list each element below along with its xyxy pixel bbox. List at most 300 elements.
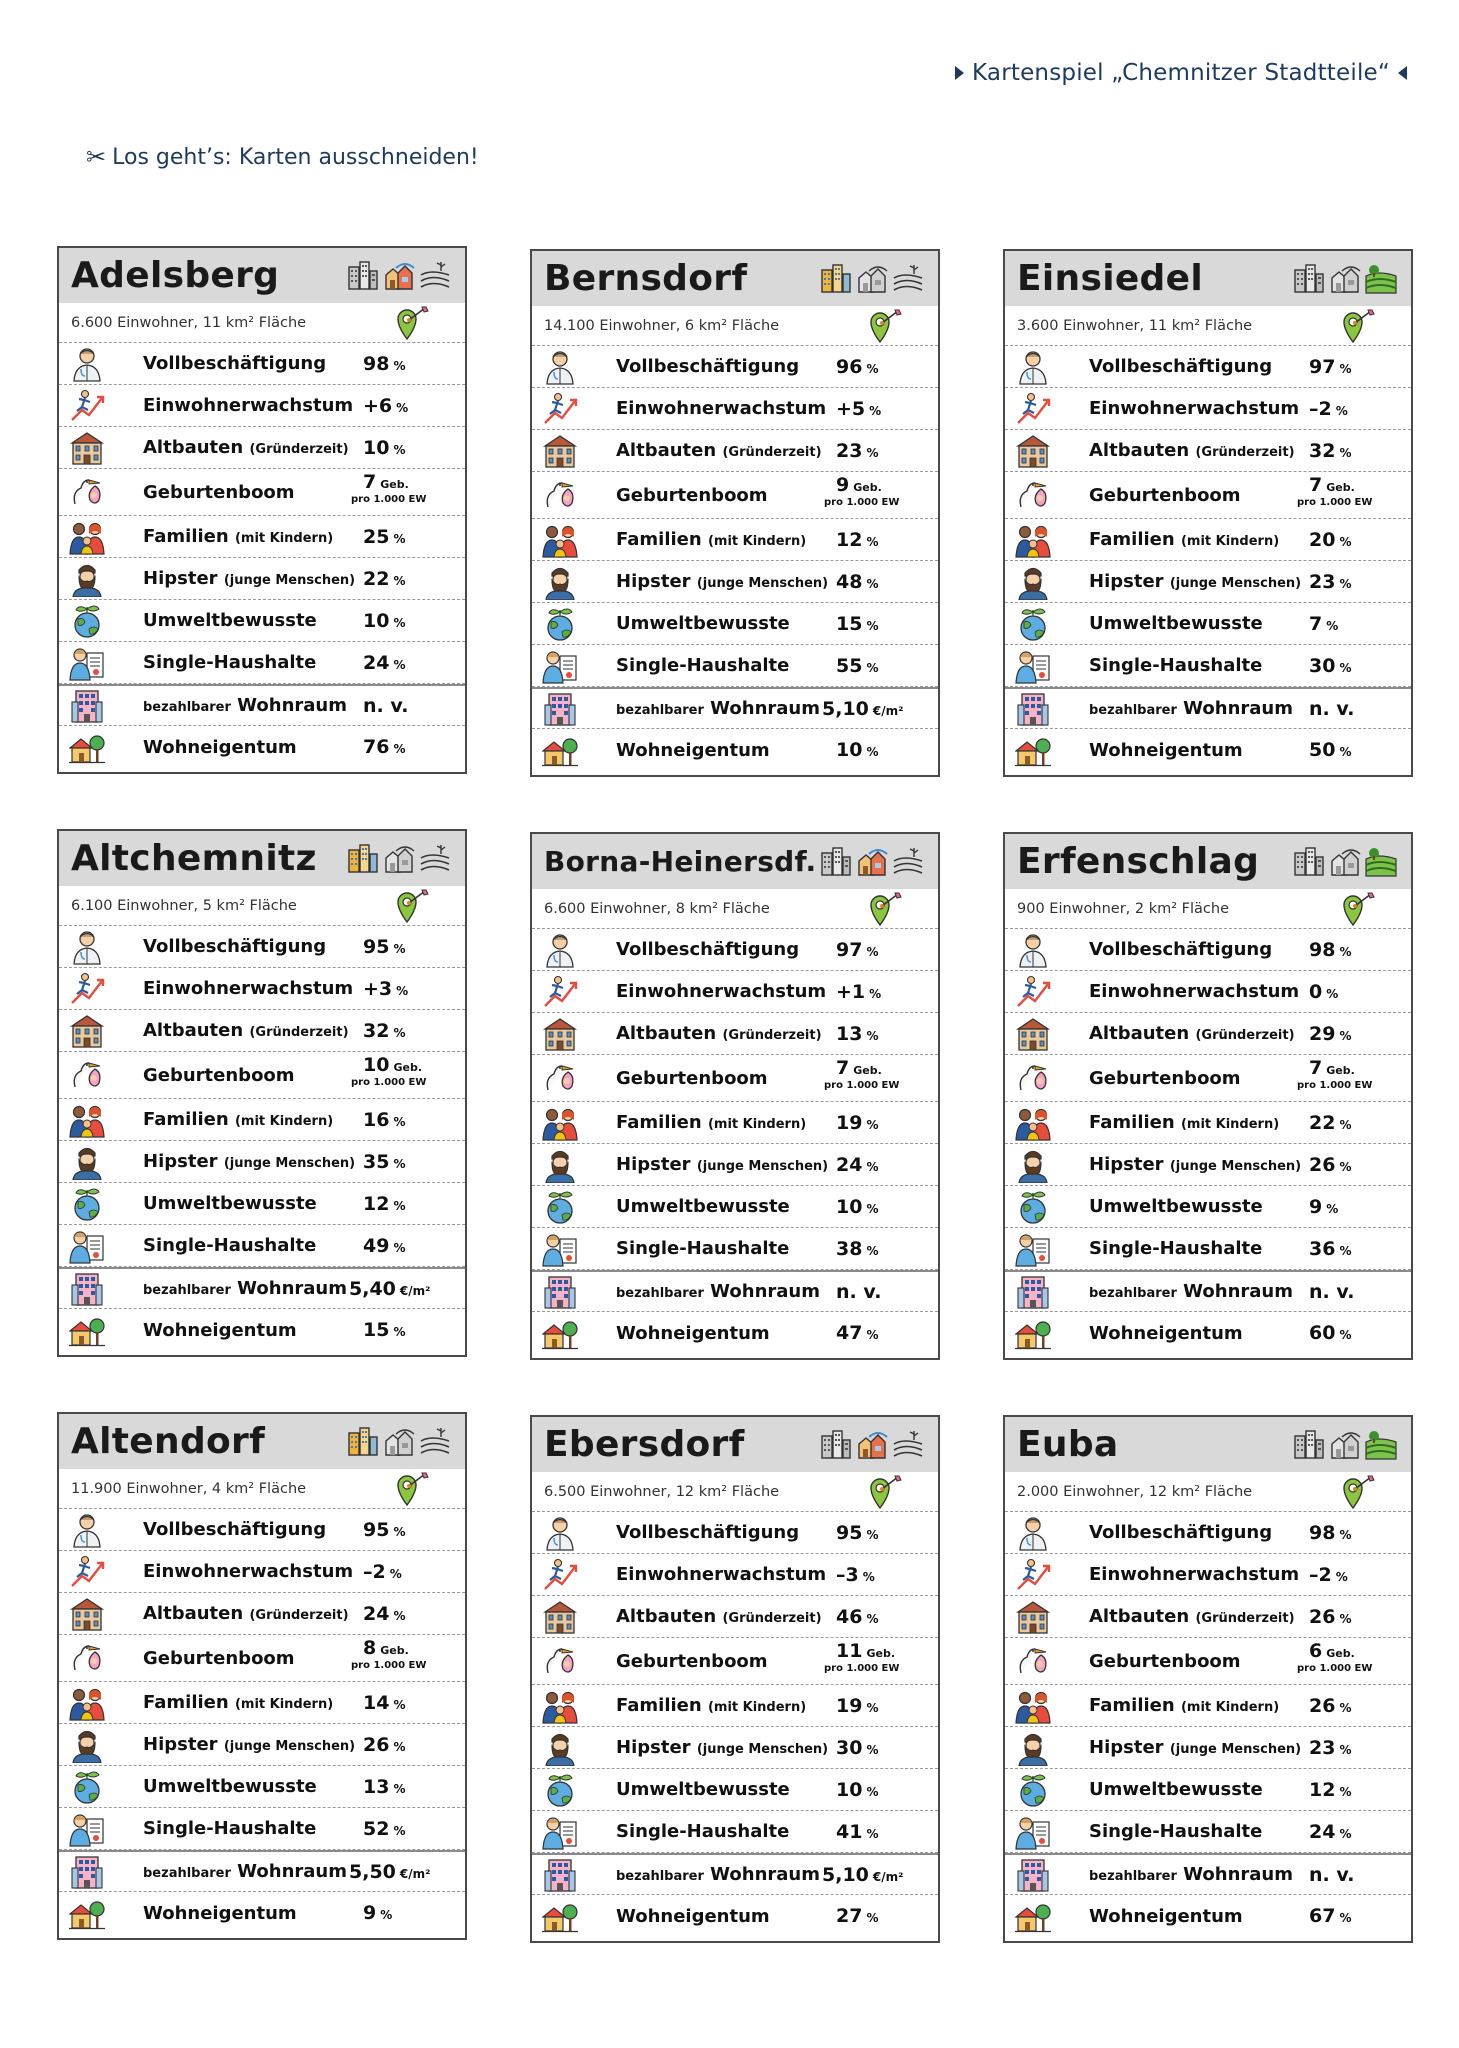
stat-unit: %	[866, 745, 879, 759]
card-header	[59, 248, 465, 303]
stat-label	[616, 1023, 824, 1044]
stat-label	[143, 1065, 351, 1086]
stat-label	[1089, 1068, 1297, 1089]
stat-unit: %	[866, 1527, 879, 1542]
stat-unit: Geb.	[853, 481, 882, 494]
stat-unit: %	[393, 615, 406, 630]
stat-row-familien	[59, 516, 465, 558]
stat-number: 19	[836, 1694, 863, 1717]
apartment-block-icon	[542, 1274, 578, 1310]
stat-unit: Geb.	[1326, 1064, 1355, 1077]
header-icons	[347, 1425, 451, 1457]
stat-number: 30	[836, 1736, 863, 1759]
stork-baby-icon	[69, 474, 105, 510]
district-card	[57, 1412, 467, 1940]
stat-value	[836, 1695, 932, 1717]
stat-label-main: Wohneigentum	[1089, 1905, 1243, 1927]
stat-label-main: Einwohnerwachstum	[143, 978, 354, 999]
stat-number: 41	[836, 1820, 863, 1843]
stat-value-line	[1309, 1642, 1355, 1661]
district-name: Euba	[1017, 1424, 1119, 1465]
stat-value	[1297, 1640, 1405, 1674]
stat-label	[616, 1695, 824, 1716]
stat-label	[1089, 1154, 1302, 1175]
stat-label-main: Wohneigentum	[616, 1322, 770, 1344]
district-name: Bernsdorf	[544, 258, 748, 299]
stat-unit: %	[1326, 618, 1339, 633]
stat-row-hipster	[59, 558, 465, 600]
stat-number: 47	[836, 1322, 863, 1344]
stat-row-einwohnerwachstum	[59, 968, 465, 1010]
stat-number: 7	[836, 1057, 850, 1079]
old-building-icon	[1015, 433, 1051, 469]
stat-unit: Geb.	[393, 1061, 422, 1074]
district-card	[530, 832, 940, 1360]
stat-number: 5,50	[349, 1860, 396, 1883]
population-area-text: 6.100 Einwohner, 5 km² Fläche	[71, 897, 297, 914]
district-card	[1003, 249, 1413, 777]
map-pin-icon	[868, 1475, 904, 1509]
village-houses-icon	[1329, 262, 1361, 294]
stat-value	[1309, 1023, 1405, 1045]
stat-label-main: Geburtenboom	[616, 1650, 768, 1672]
stat-row-wohnraum	[59, 1267, 465, 1309]
stat-number: –2	[1309, 1563, 1332, 1586]
map-pin-icon	[395, 1472, 431, 1506]
stat-row-vollbeschaeftigung	[59, 1509, 465, 1551]
old-building-icon	[69, 1596, 105, 1632]
stat-value-line	[363, 1056, 422, 1075]
stat-unit: %	[1339, 745, 1352, 759]
stat-row-altbauten	[1005, 1013, 1411, 1055]
stat-label	[616, 529, 824, 550]
stat-row-altbauten	[1005, 430, 1411, 472]
stat-label	[1089, 1906, 1297, 1927]
stat-value	[1309, 981, 1405, 1003]
stat-label-note: (junge Menschen)	[696, 1742, 829, 1757]
old-building-icon	[1015, 1016, 1051, 1052]
stat-label	[143, 1692, 351, 1713]
stat-label	[143, 652, 351, 673]
stat-unit: %	[1339, 1911, 1352, 1925]
stat-unit: €/m²	[399, 1866, 431, 1881]
stat-label-main: Einwohnerwachstum	[143, 1561, 354, 1582]
village-houses-icon	[1329, 1428, 1361, 1460]
district-summary	[532, 889, 938, 929]
stat-number: 97	[1309, 355, 1336, 378]
stat-value	[351, 1054, 459, 1088]
city-buildings-icon	[1293, 845, 1325, 877]
stat-label-main: Familien	[1089, 1112, 1175, 1133]
stat-label	[1089, 740, 1297, 761]
stat-value	[836, 529, 932, 551]
district-summary	[1005, 306, 1411, 346]
stat-number: 46	[836, 1605, 863, 1628]
stat-unit: %	[866, 1243, 879, 1258]
family-icon	[69, 519, 105, 555]
stat-number: 48	[836, 570, 863, 593]
stat-label-note: (Gründerzeit)	[722, 1611, 822, 1626]
stat-unit: %	[393, 1697, 406, 1712]
stat-number: 35	[363, 1150, 390, 1173]
stat-unit-note: pro 1.000 EW	[1297, 1663, 1373, 1674]
stat-value	[836, 1564, 932, 1586]
scissors-icon: ✂	[86, 143, 107, 171]
stat-label-main: Altbauten	[143, 1603, 244, 1624]
stat-row-wohneigentum	[1005, 1895, 1411, 1937]
district-summary	[59, 1469, 465, 1509]
stat-label-note: (Gründerzeit)	[1195, 1611, 1295, 1626]
stat-unit: %	[1339, 1328, 1352, 1342]
stat-row-hipster	[532, 561, 938, 603]
map-pin-icon	[395, 306, 431, 340]
farmland-icon	[892, 262, 924, 294]
stat-label	[1089, 485, 1297, 506]
stat-label-main: Familien	[616, 1695, 702, 1716]
stat-label	[143, 1235, 351, 1256]
stat-number: 13	[363, 1775, 390, 1798]
stat-label	[143, 1278, 351, 1299]
stat-unit: %	[396, 400, 409, 415]
stat-value-line	[1309, 1059, 1355, 1078]
stat-label-main: Wohneigentum	[616, 1905, 770, 1927]
stat-row-umweltbewusste	[1005, 1769, 1411, 1811]
stat-number: 49	[363, 1234, 390, 1257]
stat-value-line	[363, 473, 409, 492]
stat-label-prefix: bezahlbarer	[1089, 1869, 1177, 1884]
stat-number: n. v.	[1309, 1863, 1355, 1886]
stat-row-einwohnerwachstum	[1005, 1554, 1411, 1596]
stat-label	[1089, 981, 1300, 1002]
stat-label-main: Wohneigentum	[616, 739, 770, 761]
stat-row-wohneigentum	[532, 729, 938, 771]
stat-label-note: (Gründerzeit)	[722, 445, 822, 460]
stat-value	[836, 1821, 932, 1843]
apartment-block-icon	[1015, 691, 1051, 727]
card-header	[1005, 834, 1411, 889]
stat-label	[616, 1154, 829, 1175]
stat-unit: %	[866, 1826, 879, 1841]
stat-label-main: Wohneigentum	[143, 736, 297, 758]
stat-unit: %	[393, 1114, 406, 1129]
stat-row-altbauten	[532, 430, 938, 472]
stat-unit: %	[1339, 1611, 1352, 1626]
stat-row-single	[59, 1225, 465, 1267]
stat-row-single	[1005, 1228, 1411, 1270]
stat-value	[836, 1606, 932, 1628]
growth-runner-icon	[1015, 391, 1051, 427]
stat-label	[1089, 1112, 1297, 1133]
stat-label-main: Geburtenboom	[1089, 1650, 1241, 1672]
growth-runner-icon	[542, 974, 578, 1010]
header-icons	[1293, 1428, 1397, 1460]
stat-row-umweltbewusste	[532, 1186, 938, 1228]
stat-label-main: Familien	[1089, 1695, 1175, 1716]
stat-label	[616, 440, 824, 461]
stat-row-einwohnerwachstum	[1005, 971, 1411, 1013]
stat-label-main: Geburtenboom	[143, 1647, 295, 1669]
stat-label	[616, 939, 824, 960]
stat-label-main: Vollbeschäftigung	[1089, 939, 1273, 960]
stat-value	[1309, 1864, 1405, 1886]
stat-row-hipster	[1005, 1144, 1411, 1186]
stat-number: 24	[363, 1602, 390, 1625]
stat-label	[143, 610, 351, 631]
stat-value	[1309, 739, 1405, 761]
stat-row-wohneigentum	[532, 1895, 938, 1937]
stat-value	[1309, 1112, 1405, 1134]
stat-unit-note: pro 1.000 EW	[1297, 497, 1373, 508]
growth-runner-icon	[69, 1554, 105, 1590]
stat-label-main: Single-Haushalte	[1089, 655, 1263, 676]
stat-row-single	[59, 1808, 465, 1850]
stat-row-geburtenboom	[1005, 1638, 1411, 1685]
header-icons	[1293, 845, 1397, 877]
stat-value	[836, 939, 932, 961]
stat-label-main: Vollbeschäftigung	[616, 356, 800, 377]
stat-row-einwohnerwachstum	[532, 388, 938, 430]
stat-number: 30	[1309, 654, 1336, 677]
stat-label-main: Einwohnerwachstum	[1089, 981, 1300, 1002]
stat-unit-note: pro 1.000 EW	[1297, 1080, 1373, 1091]
stat-label	[1089, 1606, 1297, 1627]
stat-value	[363, 395, 459, 417]
stat-unit: %	[866, 1159, 879, 1174]
stat-unit: %	[1326, 986, 1339, 1001]
stat-label-main: Vollbeschäftigung	[143, 1519, 327, 1540]
stat-label-note: (junge Menschen)	[696, 1159, 829, 1174]
stat-label-main: Hipster	[1089, 1154, 1164, 1175]
stat-value	[1309, 1905, 1405, 1927]
stat-value	[1309, 1322, 1405, 1344]
stat-unit: %	[393, 941, 406, 956]
stat-number: 23	[1309, 570, 1336, 593]
family-icon	[542, 522, 578, 558]
old-building-icon	[542, 433, 578, 469]
stat-label-main: Umweltbewusste	[616, 1196, 790, 1217]
stat-number: 7	[363, 471, 377, 493]
stat-label-note: (Gründerzeit)	[249, 1025, 349, 1040]
population-area-text: 6.600 Einwohner, 8 km² Fläche	[544, 900, 770, 917]
earth-plant-icon	[69, 1186, 105, 1222]
house-tree-icon	[69, 1312, 105, 1348]
stat-label	[1089, 529, 1297, 550]
stat-row-einwohnerwachstum	[532, 1554, 938, 1596]
stat-row-single	[532, 1228, 938, 1270]
single-person-icon	[542, 1814, 578, 1850]
stat-label-main: Wohneigentum	[143, 1319, 297, 1341]
stat-unit: %	[1326, 1201, 1339, 1216]
apartment-block-icon	[1015, 1857, 1051, 1893]
stork-baby-icon	[1015, 477, 1051, 513]
district-card	[57, 829, 467, 1357]
stat-label	[616, 571, 829, 592]
population-area-text: 14.100 Einwohner, 6 km² Fläche	[544, 317, 780, 334]
stat-row-hipster	[1005, 1727, 1411, 1769]
stat-unit: %	[866, 361, 879, 376]
stat-value	[836, 981, 932, 1003]
stat-number: 95	[363, 1518, 390, 1541]
stat-number: 50	[1309, 739, 1336, 761]
population-area-text: 6.600 Einwohner, 11 km² Fläche	[71, 314, 307, 331]
stat-unit: %	[393, 1198, 406, 1213]
stat-label-prefix: bezahlbarer	[143, 1283, 231, 1298]
stat-label	[143, 1519, 351, 1540]
village-houses-icon	[1329, 845, 1361, 877]
stat-number: 9	[363, 1902, 377, 1924]
stat-label	[616, 1821, 824, 1842]
stat-value	[1309, 655, 1405, 677]
stat-value	[1309, 1281, 1405, 1303]
stat-row-altbauten	[532, 1013, 938, 1055]
district-card	[1003, 832, 1413, 1360]
stat-label-main: Altbauten	[616, 1606, 717, 1627]
stat-number: 7	[1309, 612, 1323, 635]
stat-label	[616, 1196, 824, 1217]
growth-runner-icon	[69, 388, 105, 424]
stat-row-hipster	[59, 1141, 465, 1183]
stat-label	[616, 981, 827, 1002]
stat-row-hipster	[532, 1727, 938, 1769]
stat-label-main: Single-Haushalte	[616, 1821, 790, 1842]
single-person-icon	[542, 648, 578, 684]
stat-label-main: Vollbeschäftigung	[143, 936, 327, 957]
family-icon	[1015, 522, 1051, 558]
stat-value	[1309, 1606, 1405, 1628]
stat-label	[1089, 1323, 1297, 1344]
stat-label	[143, 1861, 351, 1882]
earth-plant-icon	[1015, 1772, 1051, 1808]
stat-value	[1309, 1821, 1405, 1843]
stat-row-familien	[532, 1102, 938, 1144]
earth-plant-icon	[542, 606, 578, 642]
stat-number: 10	[363, 1054, 390, 1076]
stat-value	[1309, 1522, 1405, 1544]
growth-runner-icon	[1015, 1557, 1051, 1593]
stat-number: 27	[836, 1905, 863, 1927]
stat-label	[1089, 1238, 1297, 1259]
stat-unit: %	[1335, 403, 1348, 418]
stat-label-main: Single-Haushalte	[616, 655, 790, 676]
stat-label-main: Einwohnerwachstum	[1089, 1564, 1300, 1585]
stat-unit: %	[866, 1700, 879, 1715]
stat-label-note: (mit Kindern)	[707, 534, 807, 549]
stat-label	[1089, 356, 1297, 377]
stat-number: 5,40	[349, 1277, 396, 1300]
stat-label-main: Umweltbewusste	[616, 1779, 790, 1800]
stat-label-main: Wohnraum	[710, 1864, 820, 1885]
district-summary	[532, 306, 938, 346]
stat-number: 14	[363, 1691, 390, 1714]
stat-row-wohneigentum	[1005, 1312, 1411, 1354]
stat-value	[1309, 571, 1405, 593]
district-card	[530, 249, 940, 777]
growth-runner-icon	[542, 391, 578, 427]
stat-unit: %	[1339, 576, 1352, 591]
stat-label-main: Einwohnerwachstum	[616, 1564, 827, 1585]
stat-number: 95	[836, 1521, 863, 1544]
stat-label-note: (junge Menschen)	[1169, 1159, 1302, 1174]
stat-label	[143, 568, 356, 589]
stat-unit: Geb.	[380, 478, 409, 491]
doctor-icon	[69, 929, 105, 965]
stat-label	[1089, 613, 1297, 634]
stat-label	[143, 978, 354, 999]
district-name: Adelsberg	[71, 255, 280, 296]
city-buildings-icon	[347, 1425, 379, 1457]
cut-hint	[86, 142, 479, 172]
stat-row-vollbeschaeftigung	[1005, 346, 1411, 388]
house-tree-icon	[542, 1898, 578, 1934]
stat-number: –2	[363, 1560, 386, 1583]
stat-row-vollbeschaeftigung	[59, 926, 465, 968]
stat-value	[363, 1776, 459, 1798]
stat-unit: %	[1339, 1826, 1352, 1841]
stat-number: +1	[836, 980, 866, 1003]
stat-label	[616, 1238, 824, 1259]
card-header	[532, 834, 938, 889]
stat-number: 36	[1309, 1237, 1336, 1260]
stat-label-main: Geburtenboom	[616, 1067, 768, 1089]
stat-number: 10	[363, 436, 390, 459]
village-houses-icon	[856, 1428, 888, 1460]
stat-value	[363, 652, 459, 674]
page-header	[955, 58, 1407, 88]
stat-value	[363, 736, 459, 758]
stat-unit: %	[862, 1569, 875, 1584]
stat-label	[616, 1864, 824, 1885]
stat-label	[143, 1903, 351, 1924]
stat-label-note: (Gründerzeit)	[1195, 1028, 1295, 1043]
stat-value	[836, 571, 932, 593]
stat-label	[143, 353, 351, 374]
earth-plant-icon	[542, 1772, 578, 1808]
stat-label-note: (Gründerzeit)	[249, 442, 349, 457]
stat-unit: Geb.	[853, 1064, 882, 1077]
stat-value	[836, 1154, 932, 1176]
city-buildings-icon	[347, 259, 379, 291]
stat-value	[349, 1278, 445, 1300]
district-card	[1003, 1415, 1413, 1943]
doctor-icon	[69, 1512, 105, 1548]
stat-unit: %	[393, 1608, 406, 1623]
stat-row-geburtenboom	[1005, 1055, 1411, 1102]
stat-label-main: Einwohnerwachstum	[616, 398, 827, 419]
stat-label	[143, 526, 351, 547]
stat-unit: %	[866, 618, 879, 633]
stat-number: 23	[836, 439, 863, 462]
stat-value	[363, 1319, 459, 1341]
stat-label-main: Single-Haushalte	[143, 1235, 317, 1256]
cut-hint-text: Los geht’s: Karten ausschneiden!	[112, 144, 479, 170]
stat-unit: %	[1339, 361, 1352, 376]
stat-row-wohneigentum	[532, 1312, 938, 1354]
stat-number: 12	[363, 1192, 390, 1215]
stork-baby-icon	[69, 1057, 105, 1093]
stat-value	[836, 398, 932, 420]
stat-label-main: Geburtenboom	[143, 481, 295, 503]
stat-unit: %	[866, 1784, 879, 1799]
stat-label	[143, 936, 351, 957]
stat-unit: €/m²	[399, 1283, 431, 1298]
apartment-block-icon	[542, 691, 578, 727]
district-summary	[532, 1472, 938, 1512]
stat-unit: %	[393, 657, 406, 672]
stat-value	[363, 1692, 459, 1714]
stat-value-line	[836, 476, 882, 495]
stat-value	[836, 440, 932, 462]
stat-number: 5,10	[822, 1863, 869, 1886]
